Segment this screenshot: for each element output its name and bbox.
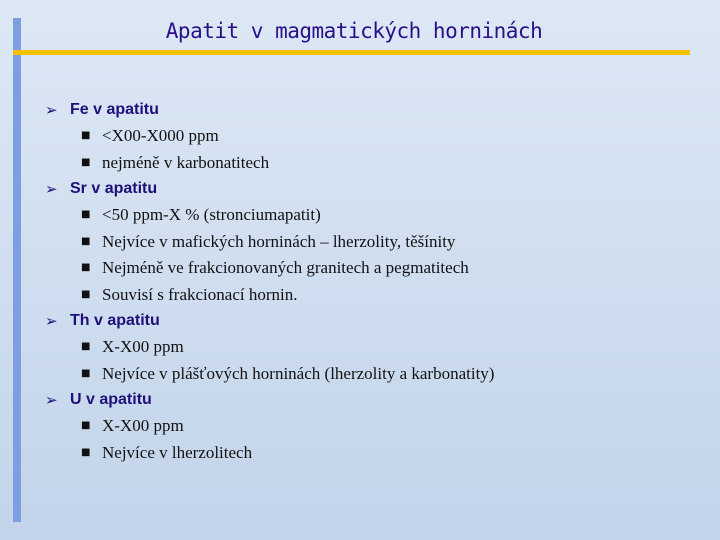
arrow-bullet-icon: ➢ [45,101,58,119]
section-sr [45,176,685,308]
list-item: ■ Nejméně ve frakcionovaných granitech a pegmatitech [45,255,685,282]
square-bullet-icon: ■ [81,446,91,458]
square-bullet-icon: ■ [81,209,91,221]
section-u [45,387,685,466]
section-th [45,308,685,387]
list-item: ■ <X00-X000 ppm [45,123,685,150]
section-heading: ➢ U v apatitu [45,391,152,409]
square-bullet-icon: ■ [81,235,91,247]
slide-title: Apatit v magmatických horninách [165,19,543,43]
square-bullet-icon: ■ [81,130,91,142]
list-item: ■ Nejvíce v plášťových horninách (lherzolity a karbonatity) [45,361,685,388]
section-heading: ➢ Sr v apatitu [45,180,158,198]
square-bullet-icon: ■ [81,288,91,300]
list-item: ■ Nejvíce v lherzolitech [45,440,685,467]
arrow-bullet-icon: ➢ [45,391,58,409]
title-underline [13,50,690,55]
arrow-bullet-icon: ➢ [45,180,58,198]
section-fe [45,97,685,176]
square-bullet-icon: ■ [81,341,91,353]
section-heading: ➢ Fe v apatitu [45,101,159,119]
list-item: ■ X-X00 ppm [45,413,685,440]
arrow-bullet-icon: ➢ [45,312,58,330]
left-accent-bar [13,18,21,522]
list-item: ■ nejméně v karbonatitech [45,150,685,177]
list-item: ■ <50 ppm-X % (stronciumapatit) [45,202,685,229]
list-item: ■ Souvisí s frakcionací hornin. [45,282,685,309]
square-bullet-icon: ■ [81,262,91,274]
section-heading: ➢ Th v apatitu [45,312,160,330]
slide-content [45,97,685,466]
list-item: ■ Nejvíce v mafických horninách – lherzolity, těšínity [45,229,685,256]
square-bullet-icon: ■ [81,367,91,379]
square-bullet-icon: ■ [81,156,91,168]
square-bullet-icon: ■ [81,420,91,432]
list-item: ■ X-X00 ppm [45,334,685,361]
